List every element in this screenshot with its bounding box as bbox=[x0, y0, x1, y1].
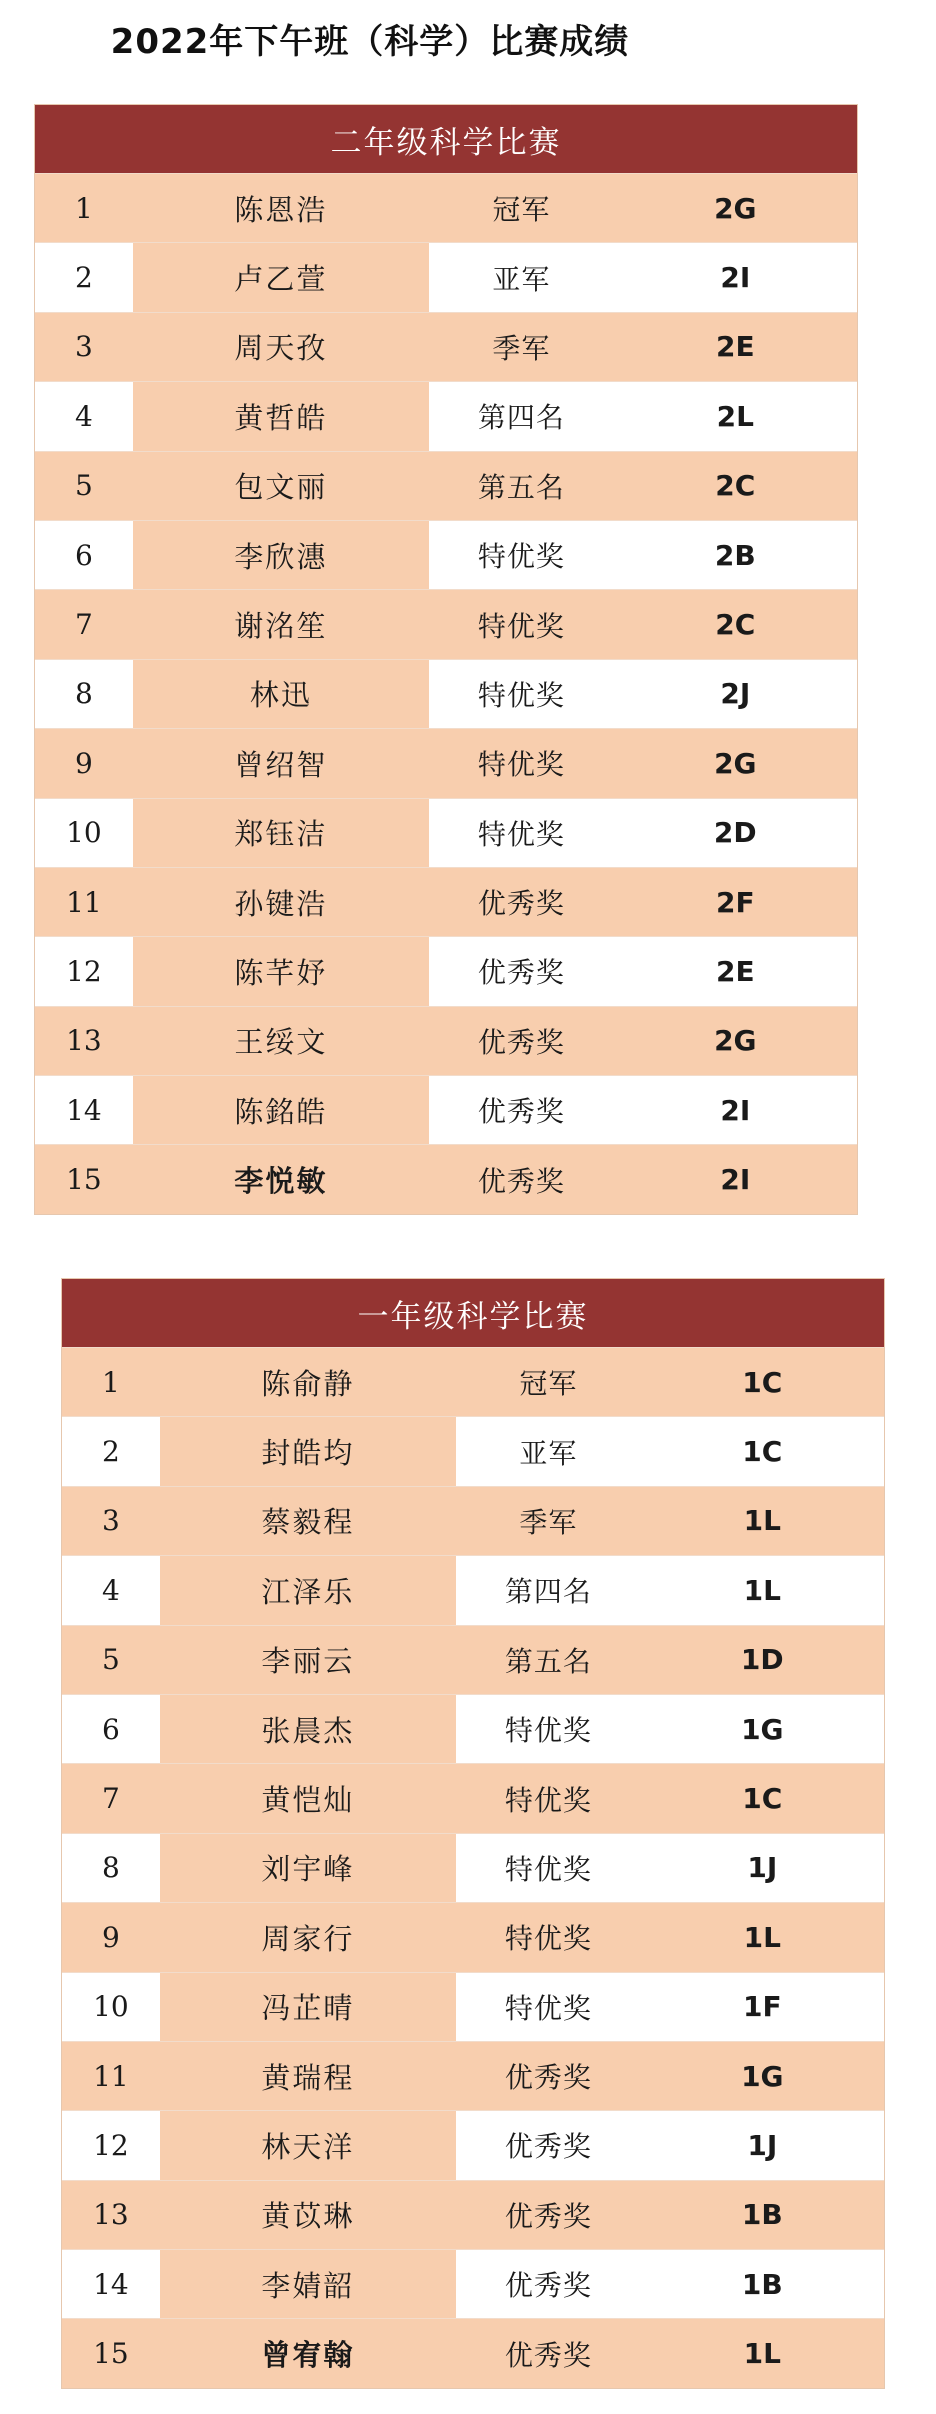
award-cell: 亚军 bbox=[429, 243, 614, 311]
page-title: 2022年下午班（科学）比赛成绩 bbox=[110, 22, 630, 62]
rank-cell: 14 bbox=[35, 1076, 133, 1144]
award-cell: 季军 bbox=[429, 313, 614, 381]
name-cell: 刘宇峰 bbox=[160, 1834, 456, 1902]
table-row bbox=[35, 728, 857, 797]
rank-cell: 11 bbox=[35, 868, 133, 936]
name-cell: 陈恩浩 bbox=[133, 174, 429, 242]
award-cell: 优秀奖 bbox=[456, 2319, 641, 2387]
table-row bbox=[35, 589, 857, 658]
table-row bbox=[35, 242, 857, 311]
rank-cell: 6 bbox=[35, 521, 133, 589]
name-cell: 郑钰洁 bbox=[133, 799, 429, 867]
name-cell: 谢洺笙 bbox=[133, 590, 429, 658]
table-row bbox=[62, 1555, 884, 1624]
table-row bbox=[35, 659, 857, 728]
rank-cell: 11 bbox=[62, 2042, 160, 2110]
rank-cell: 13 bbox=[62, 2181, 160, 2249]
class-cell: 2G bbox=[614, 729, 857, 797]
rank-cell: 8 bbox=[35, 660, 133, 728]
class-cell: 1L bbox=[641, 2319, 884, 2387]
table-row bbox=[35, 381, 857, 450]
class-cell: 1D bbox=[641, 1626, 884, 1694]
name-cell: 周天孜 bbox=[133, 313, 429, 381]
table-row bbox=[62, 1416, 884, 1485]
table-row bbox=[62, 2041, 884, 2110]
name-cell: 黄瑞程 bbox=[160, 2042, 456, 2110]
name-cell: 李丽云 bbox=[160, 1626, 456, 1694]
class-cell: 1C bbox=[641, 1764, 884, 1832]
class-cell: 2J bbox=[614, 660, 857, 728]
class-cell: 1G bbox=[641, 1695, 884, 1763]
name-cell: 蔡毅程 bbox=[160, 1487, 456, 1555]
rank-cell: 4 bbox=[35, 382, 133, 450]
award-cell: 特优奖 bbox=[429, 729, 614, 797]
class-cell: 2C bbox=[614, 590, 857, 658]
rank-cell: 15 bbox=[62, 2319, 160, 2387]
table-row bbox=[62, 1972, 884, 2041]
rank-cell: 7 bbox=[35, 590, 133, 658]
award-cell: 第五名 bbox=[429, 452, 614, 520]
table-row bbox=[62, 1833, 884, 1902]
table-header: 二年级科学比赛 bbox=[35, 105, 857, 173]
name-cell: 曾绍智 bbox=[133, 729, 429, 797]
award-cell: 特优奖 bbox=[456, 1764, 641, 1832]
rank-cell: 3 bbox=[62, 1487, 160, 1555]
class-cell: 2E bbox=[614, 313, 857, 381]
rank-cell: 1 bbox=[62, 1348, 160, 1416]
table-row bbox=[62, 1486, 884, 1555]
table-row bbox=[62, 1763, 884, 1832]
name-cell: 李悦敏 bbox=[133, 1145, 429, 1213]
name-cell: 黄苡琳 bbox=[160, 2181, 456, 2249]
award-cell: 亚军 bbox=[456, 1417, 641, 1485]
class-cell: 2L bbox=[614, 382, 857, 450]
table-row bbox=[35, 1075, 857, 1144]
name-cell: 黄哲皓 bbox=[133, 382, 429, 450]
award-cell: 优秀奖 bbox=[456, 2181, 641, 2249]
rank-cell: 13 bbox=[35, 1007, 133, 1075]
class-cell: 2I bbox=[614, 1145, 857, 1213]
table-row bbox=[62, 1347, 884, 1416]
table-row bbox=[35, 936, 857, 1005]
award-cell: 季军 bbox=[456, 1487, 641, 1555]
name-cell: 包文丽 bbox=[133, 452, 429, 520]
rank-cell: 4 bbox=[62, 1556, 160, 1624]
rank-cell: 10 bbox=[35, 799, 133, 867]
table-row bbox=[35, 798, 857, 867]
class-cell: 2G bbox=[614, 1007, 857, 1075]
class-cell: 2F bbox=[614, 868, 857, 936]
class-cell: 2E bbox=[614, 937, 857, 1005]
grade-2-results-table bbox=[34, 104, 858, 1215]
name-cell: 江泽乐 bbox=[160, 1556, 456, 1624]
class-cell: 1J bbox=[641, 1834, 884, 1902]
award-cell: 优秀奖 bbox=[456, 2111, 641, 2179]
table-row bbox=[35, 1144, 857, 1213]
rank-cell: 6 bbox=[62, 1695, 160, 1763]
name-cell: 陈芊妤 bbox=[133, 937, 429, 1005]
rank-cell: 5 bbox=[35, 452, 133, 520]
class-cell: 2I bbox=[614, 243, 857, 311]
award-cell: 优秀奖 bbox=[429, 1145, 614, 1213]
name-cell: 曾宥翰 bbox=[160, 2319, 456, 2387]
table-header: 一年级科学比赛 bbox=[62, 1279, 884, 1347]
table-body bbox=[35, 173, 857, 1214]
award-cell: 优秀奖 bbox=[429, 937, 614, 1005]
award-cell: 冠军 bbox=[456, 1348, 641, 1416]
table-row bbox=[35, 867, 857, 936]
award-cell: 特优奖 bbox=[429, 590, 614, 658]
name-cell: 周家行 bbox=[160, 1903, 456, 1971]
name-cell: 林天洋 bbox=[160, 2111, 456, 2179]
rank-cell: 12 bbox=[62, 2111, 160, 2179]
class-cell: 1L bbox=[641, 1556, 884, 1624]
award-cell: 特优奖 bbox=[429, 660, 614, 728]
award-cell: 特优奖 bbox=[456, 1834, 641, 1902]
award-cell: 特优奖 bbox=[429, 521, 614, 589]
class-cell: 2D bbox=[614, 799, 857, 867]
rank-cell: 7 bbox=[62, 1764, 160, 1832]
class-cell: 1L bbox=[641, 1903, 884, 1971]
table-row bbox=[62, 2110, 884, 2179]
rank-cell: 1 bbox=[35, 174, 133, 242]
table-row bbox=[35, 451, 857, 520]
award-cell: 优秀奖 bbox=[429, 1007, 614, 1075]
name-cell: 林迅 bbox=[133, 660, 429, 728]
grade-1-results-table bbox=[61, 1278, 885, 2389]
name-cell: 黄恺灿 bbox=[160, 1764, 456, 1832]
award-cell: 特优奖 bbox=[456, 1903, 641, 1971]
award-cell: 优秀奖 bbox=[456, 2250, 641, 2318]
class-cell: 1G bbox=[641, 2042, 884, 2110]
name-cell: 李婧韶 bbox=[160, 2250, 456, 2318]
table-row bbox=[35, 520, 857, 589]
class-cell: 1C bbox=[641, 1417, 884, 1485]
table-row bbox=[62, 1902, 884, 1971]
class-cell: 1B bbox=[641, 2181, 884, 2249]
name-cell: 李欣潓 bbox=[133, 521, 429, 589]
name-cell: 张晨杰 bbox=[160, 1695, 456, 1763]
class-cell: 1L bbox=[641, 1487, 884, 1555]
rank-cell: 9 bbox=[35, 729, 133, 797]
table-row bbox=[35, 1006, 857, 1075]
award-cell: 特优奖 bbox=[456, 1973, 641, 2041]
table-row bbox=[35, 173, 857, 242]
award-cell: 特优奖 bbox=[456, 1695, 641, 1763]
class-cell: 2G bbox=[614, 174, 857, 242]
award-cell: 第四名 bbox=[429, 382, 614, 450]
award-cell: 优秀奖 bbox=[456, 2042, 641, 2110]
rank-cell: 12 bbox=[35, 937, 133, 1005]
award-cell: 优秀奖 bbox=[429, 1076, 614, 1144]
award-cell: 优秀奖 bbox=[429, 868, 614, 936]
award-cell: 冠军 bbox=[429, 174, 614, 242]
name-cell: 卢乙萱 bbox=[133, 243, 429, 311]
name-cell: 封皓均 bbox=[160, 1417, 456, 1485]
rank-cell: 10 bbox=[62, 1973, 160, 2041]
table-row bbox=[62, 1625, 884, 1694]
rank-cell: 3 bbox=[35, 313, 133, 381]
rank-cell: 8 bbox=[62, 1834, 160, 1902]
name-cell: 王绥文 bbox=[133, 1007, 429, 1075]
table-row bbox=[62, 2249, 884, 2318]
name-cell: 冯芷晴 bbox=[160, 1973, 456, 2041]
rank-cell: 2 bbox=[35, 243, 133, 311]
award-cell: 第四名 bbox=[456, 1556, 641, 1624]
rank-cell: 14 bbox=[62, 2250, 160, 2318]
rank-cell: 2 bbox=[62, 1417, 160, 1485]
name-cell: 陈俞静 bbox=[160, 1348, 456, 1416]
class-cell: 1F bbox=[641, 1973, 884, 2041]
table-body bbox=[62, 1347, 884, 2388]
rank-cell: 15 bbox=[35, 1145, 133, 1213]
class-cell: 1B bbox=[641, 2250, 884, 2318]
award-cell: 特优奖 bbox=[429, 799, 614, 867]
class-cell: 1C bbox=[641, 1348, 884, 1416]
class-cell: 1J bbox=[641, 2111, 884, 2179]
table-row bbox=[62, 1694, 884, 1763]
rank-cell: 5 bbox=[62, 1626, 160, 1694]
award-cell: 第五名 bbox=[456, 1626, 641, 1694]
rank-cell: 9 bbox=[62, 1903, 160, 1971]
class-cell: 2C bbox=[614, 452, 857, 520]
table-row bbox=[62, 2318, 884, 2387]
name-cell: 孙键浩 bbox=[133, 868, 429, 936]
class-cell: 2I bbox=[614, 1076, 857, 1144]
table-row bbox=[62, 2180, 884, 2249]
name-cell: 陈銘皓 bbox=[133, 1076, 429, 1144]
table-row bbox=[35, 312, 857, 381]
class-cell: 2B bbox=[614, 521, 857, 589]
